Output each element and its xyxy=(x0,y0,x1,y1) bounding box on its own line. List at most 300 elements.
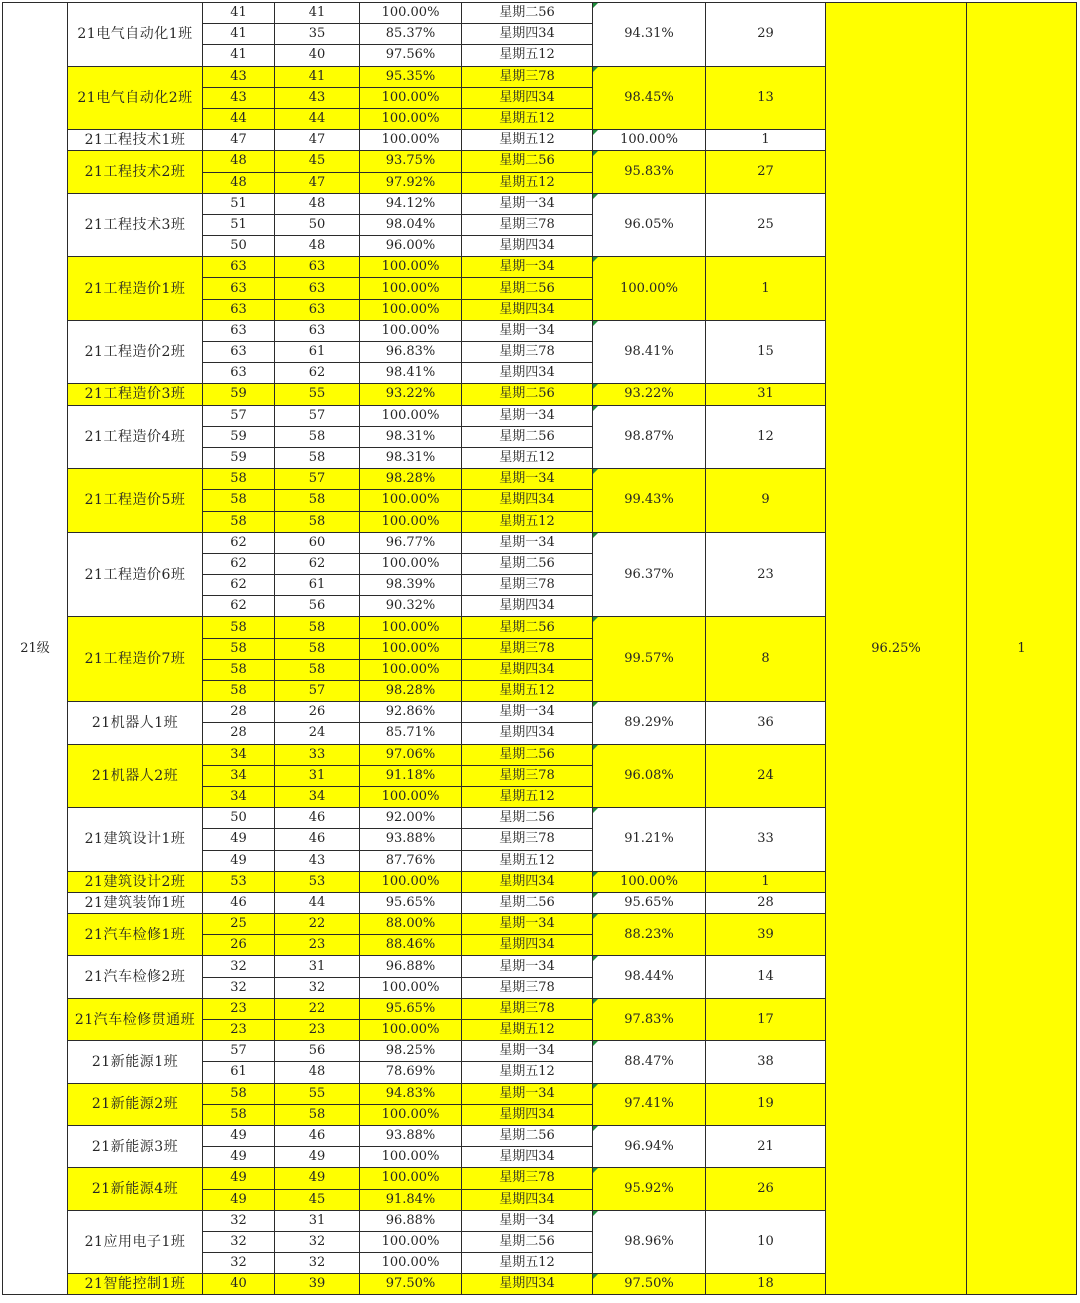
present-count-cell[interactable]: 41 xyxy=(275,66,360,87)
present-count-cell[interactable]: 46 xyxy=(275,1125,360,1146)
class-rank-cell[interactable]: 14 xyxy=(706,956,826,998)
enrolled-count-cell[interactable]: 32 xyxy=(203,956,275,977)
class-rate-cell[interactable]: 95.92% xyxy=(593,1168,706,1210)
check-session-cell[interactable]: 星期四34 xyxy=(462,24,593,45)
enrolled-count-cell[interactable]: 47 xyxy=(203,130,275,151)
attendance-rate-cell[interactable]: 93.75% xyxy=(360,151,462,172)
attendance-rate-cell[interactable]: 98.25% xyxy=(360,1041,462,1062)
enrolled-count-cell[interactable]: 53 xyxy=(203,871,275,892)
check-session-cell[interactable]: 星期二56 xyxy=(462,384,593,405)
attendance-rate-cell[interactable]: 96.83% xyxy=(360,342,462,363)
present-count-cell[interactable]: 35 xyxy=(275,24,360,45)
attendance-rate-cell[interactable]: 91.18% xyxy=(360,765,462,786)
present-count-cell[interactable]: 57 xyxy=(275,405,360,426)
check-session-cell[interactable]: 星期二56 xyxy=(462,808,593,829)
present-count-cell[interactable]: 41 xyxy=(275,3,360,24)
check-session-cell[interactable]: 星期二56 xyxy=(462,553,593,574)
present-count-cell[interactable]: 60 xyxy=(275,532,360,553)
check-session-cell[interactable]: 星期一34 xyxy=(462,914,593,935)
class-name-cell[interactable]: 21机器人1班 xyxy=(68,702,203,744)
enrolled-count-cell[interactable]: 43 xyxy=(203,87,275,108)
check-session-cell[interactable]: 星期二56 xyxy=(462,744,593,765)
attendance-rate-cell[interactable]: 100.00% xyxy=(360,638,462,659)
check-session-cell[interactable]: 星期一34 xyxy=(462,956,593,977)
check-session-cell[interactable]: 星期三78 xyxy=(462,575,593,596)
check-session-cell[interactable]: 星期四34 xyxy=(462,871,593,892)
class-rate-cell[interactable]: 99.57% xyxy=(593,617,706,702)
present-count-cell[interactable]: 63 xyxy=(275,257,360,278)
class-rank-cell[interactable]: 25 xyxy=(706,193,826,257)
attendance-rate-cell[interactable]: 100.00% xyxy=(360,3,462,24)
check-session-cell[interactable]: 星期二56 xyxy=(462,151,593,172)
present-count-cell[interactable]: 39 xyxy=(275,1274,360,1295)
class-rank-cell[interactable]: 1 xyxy=(706,130,826,151)
attendance-rate-cell[interactable]: 92.86% xyxy=(360,702,462,723)
check-session-cell[interactable]: 星期五12 xyxy=(462,45,593,66)
present-count-cell[interactable]: 61 xyxy=(275,342,360,363)
present-count-cell[interactable]: 22 xyxy=(275,998,360,1019)
check-session-cell[interactable]: 星期一34 xyxy=(462,1041,593,1062)
attendance-rate-cell[interactable]: 95.65% xyxy=(360,892,462,913)
enrolled-count-cell[interactable]: 58 xyxy=(203,1083,275,1104)
enrolled-count-cell[interactable]: 49 xyxy=(203,829,275,850)
enrolled-count-cell[interactable]: 32 xyxy=(203,1210,275,1231)
enrolled-count-cell[interactable]: 25 xyxy=(203,914,275,935)
class-name-cell[interactable]: 21工程造价4班 xyxy=(68,405,203,469)
check-session-cell[interactable]: 星期五12 xyxy=(462,1020,593,1041)
enrolled-count-cell[interactable]: 49 xyxy=(203,1168,275,1189)
present-count-cell[interactable]: 24 xyxy=(275,723,360,744)
present-count-cell[interactable]: 48 xyxy=(275,193,360,214)
enrolled-count-cell[interactable]: 41 xyxy=(203,45,275,66)
class-name-cell[interactable]: 21工程造价7班 xyxy=(68,617,203,702)
enrolled-count-cell[interactable]: 63 xyxy=(203,320,275,341)
present-count-cell[interactable]: 32 xyxy=(275,977,360,998)
present-count-cell[interactable]: 48 xyxy=(275,1062,360,1083)
attendance-rate-cell[interactable]: 100.00% xyxy=(360,659,462,680)
class-name-cell[interactable]: 21新能源3班 xyxy=(68,1125,203,1167)
attendance-rate-cell[interactable]: 92.00% xyxy=(360,808,462,829)
class-rank-cell[interactable]: 9 xyxy=(706,469,826,533)
class-rate-cell[interactable]: 93.22% xyxy=(593,384,706,405)
class-name-cell[interactable]: 21工程造价3班 xyxy=(68,384,203,405)
class-rank-cell[interactable]: 21 xyxy=(706,1125,826,1167)
present-count-cell[interactable]: 55 xyxy=(275,384,360,405)
present-count-cell[interactable]: 57 xyxy=(275,681,360,702)
present-count-cell[interactable]: 44 xyxy=(275,108,360,129)
enrolled-count-cell[interactable]: 32 xyxy=(203,1231,275,1252)
enrolled-count-cell[interactable]: 44 xyxy=(203,108,275,129)
present-count-cell[interactable]: 56 xyxy=(275,1041,360,1062)
class-rate-cell[interactable]: 96.94% xyxy=(593,1125,706,1167)
class-rank-cell[interactable]: 27 xyxy=(706,151,826,193)
enrolled-count-cell[interactable]: 41 xyxy=(203,24,275,45)
present-count-cell[interactable]: 58 xyxy=(275,490,360,511)
attendance-rate-cell[interactable]: 100.00% xyxy=(360,257,462,278)
enrolled-count-cell[interactable]: 59 xyxy=(203,447,275,468)
enrolled-count-cell[interactable]: 63 xyxy=(203,278,275,299)
check-session-cell[interactable]: 星期一34 xyxy=(462,257,593,278)
class-rate-cell[interactable]: 88.23% xyxy=(593,914,706,956)
enrolled-count-cell[interactable]: 26 xyxy=(203,935,275,956)
class-rank-cell[interactable]: 12 xyxy=(706,405,826,469)
enrolled-count-cell[interactable]: 41 xyxy=(203,3,275,24)
attendance-rate-cell[interactable]: 97.06% xyxy=(360,744,462,765)
class-name-cell[interactable]: 21汽车检修贯通班 xyxy=(68,998,203,1040)
class-name-cell[interactable]: 21新能源2班 xyxy=(68,1083,203,1125)
class-rank-cell[interactable]: 39 xyxy=(706,914,826,956)
enrolled-count-cell[interactable]: 28 xyxy=(203,723,275,744)
attendance-rate-cell[interactable]: 87.76% xyxy=(360,850,462,871)
attendance-rate-cell[interactable]: 94.12% xyxy=(360,193,462,214)
present-count-cell[interactable]: 58 xyxy=(275,511,360,532)
present-count-cell[interactable]: 22 xyxy=(275,914,360,935)
check-session-cell[interactable]: 星期一34 xyxy=(462,320,593,341)
present-count-cell[interactable]: 61 xyxy=(275,575,360,596)
enrolled-count-cell[interactable]: 58 xyxy=(203,511,275,532)
check-session-cell[interactable]: 星期五12 xyxy=(462,1253,593,1274)
check-session-cell[interactable]: 星期四34 xyxy=(462,490,593,511)
class-name-cell[interactable]: 21电气自动化1班 xyxy=(68,3,203,67)
check-session-cell[interactable]: 星期三78 xyxy=(462,638,593,659)
attendance-rate-cell[interactable]: 93.22% xyxy=(360,384,462,405)
check-session-cell[interactable]: 星期四34 xyxy=(462,299,593,320)
grade-overall-rank-cell[interactable]: 1 xyxy=(967,3,1077,1295)
present-count-cell[interactable]: 44 xyxy=(275,892,360,913)
enrolled-count-cell[interactable]: 58 xyxy=(203,490,275,511)
present-count-cell[interactable]: 32 xyxy=(275,1253,360,1274)
attendance-rate-cell[interactable]: 97.92% xyxy=(360,172,462,193)
attendance-rate-cell[interactable]: 100.00% xyxy=(360,87,462,108)
attendance-rate-cell[interactable]: 100.00% xyxy=(360,511,462,532)
attendance-rate-cell[interactable]: 100.00% xyxy=(360,1147,462,1168)
enrolled-count-cell[interactable]: 63 xyxy=(203,342,275,363)
attendance-rate-cell[interactable]: 95.65% xyxy=(360,998,462,1019)
enrolled-count-cell[interactable]: 58 xyxy=(203,659,275,680)
class-name-cell[interactable]: 21工程技术2班 xyxy=(68,151,203,193)
class-rate-cell[interactable]: 98.41% xyxy=(593,320,706,384)
check-session-cell[interactable]: 星期二56 xyxy=(462,1125,593,1146)
check-session-cell[interactable]: 星期五12 xyxy=(462,447,593,468)
attendance-rate-cell[interactable]: 85.71% xyxy=(360,723,462,744)
check-session-cell[interactable]: 星期一34 xyxy=(462,702,593,723)
enrolled-count-cell[interactable]: 58 xyxy=(203,469,275,490)
attendance-rate-cell[interactable]: 100.00% xyxy=(360,786,462,807)
enrolled-count-cell[interactable]: 62 xyxy=(203,575,275,596)
check-session-cell[interactable]: 星期二56 xyxy=(462,1231,593,1252)
enrolled-count-cell[interactable]: 62 xyxy=(203,532,275,553)
present-count-cell[interactable]: 43 xyxy=(275,850,360,871)
enrolled-count-cell[interactable]: 49 xyxy=(203,1125,275,1146)
class-name-cell[interactable]: 21应用电子1班 xyxy=(68,1210,203,1274)
class-rank-cell[interactable]: 1 xyxy=(706,257,826,321)
class-rate-cell[interactable]: 98.45% xyxy=(593,66,706,130)
check-session-cell[interactable]: 星期四34 xyxy=(462,723,593,744)
attendance-rate-cell[interactable]: 100.00% xyxy=(360,553,462,574)
attendance-rate-cell[interactable]: 98.31% xyxy=(360,447,462,468)
class-name-cell[interactable]: 21工程造价1班 xyxy=(68,257,203,321)
check-session-cell[interactable]: 星期一34 xyxy=(462,1083,593,1104)
attendance-rate-cell[interactable]: 98.31% xyxy=(360,426,462,447)
check-session-cell[interactable]: 星期四34 xyxy=(462,596,593,617)
attendance-rate-cell[interactable]: 100.00% xyxy=(360,320,462,341)
present-count-cell[interactable]: 63 xyxy=(275,299,360,320)
enrolled-count-cell[interactable]: 49 xyxy=(203,850,275,871)
check-session-cell[interactable]: 星期四34 xyxy=(462,1104,593,1125)
class-rank-cell[interactable]: 17 xyxy=(706,998,826,1040)
present-count-cell[interactable]: 58 xyxy=(275,617,360,638)
present-count-cell[interactable]: 33 xyxy=(275,744,360,765)
present-count-cell[interactable]: 50 xyxy=(275,214,360,235)
class-rank-cell[interactable]: 1 xyxy=(706,871,826,892)
enrolled-count-cell[interactable]: 51 xyxy=(203,214,275,235)
check-session-cell[interactable]: 星期五12 xyxy=(462,511,593,532)
class-name-cell[interactable]: 21新能源4班 xyxy=(68,1168,203,1210)
check-session-cell[interactable]: 星期三78 xyxy=(462,66,593,87)
attendance-rate-cell[interactable]: 100.00% xyxy=(360,490,462,511)
present-count-cell[interactable]: 34 xyxy=(275,786,360,807)
class-name-cell[interactable]: 21工程技术1班 xyxy=(68,130,203,151)
class-rank-cell[interactable]: 36 xyxy=(706,702,826,744)
enrolled-count-cell[interactable]: 34 xyxy=(203,744,275,765)
enrolled-count-cell[interactable]: 50 xyxy=(203,236,275,257)
class-rank-cell[interactable]: 26 xyxy=(706,1168,826,1210)
class-rate-cell[interactable]: 88.47% xyxy=(593,1041,706,1083)
attendance-rate-cell[interactable]: 96.88% xyxy=(360,1210,462,1231)
attendance-rate-cell[interactable]: 100.00% xyxy=(360,1020,462,1041)
enrolled-count-cell[interactable]: 63 xyxy=(203,363,275,384)
attendance-rate-cell[interactable]: 98.41% xyxy=(360,363,462,384)
check-session-cell[interactable]: 星期三78 xyxy=(462,829,593,850)
class-rate-cell[interactable]: 91.21% xyxy=(593,808,706,872)
check-session-cell[interactable]: 星期五12 xyxy=(462,1062,593,1083)
attendance-rate-cell[interactable]: 78.69% xyxy=(360,1062,462,1083)
attendance-rate-cell[interactable]: 85.37% xyxy=(360,24,462,45)
check-session-cell[interactable]: 星期一34 xyxy=(462,405,593,426)
class-rate-cell[interactable]: 98.96% xyxy=(593,1210,706,1274)
present-count-cell[interactable]: 31 xyxy=(275,956,360,977)
present-count-cell[interactable]: 46 xyxy=(275,808,360,829)
enrolled-count-cell[interactable]: 58 xyxy=(203,638,275,659)
enrolled-count-cell[interactable]: 58 xyxy=(203,617,275,638)
check-session-cell[interactable]: 星期三78 xyxy=(462,1168,593,1189)
enrolled-count-cell[interactable]: 48 xyxy=(203,172,275,193)
class-rate-cell[interactable]: 97.83% xyxy=(593,998,706,1040)
attendance-rate-cell[interactable]: 100.00% xyxy=(360,1104,462,1125)
check-session-cell[interactable]: 星期五12 xyxy=(462,172,593,193)
attendance-rate-cell[interactable]: 90.32% xyxy=(360,596,462,617)
attendance-rate-cell[interactable]: 100.00% xyxy=(360,871,462,892)
check-session-cell[interactable]: 星期五12 xyxy=(462,850,593,871)
enrolled-count-cell[interactable]: 23 xyxy=(203,1020,275,1041)
present-count-cell[interactable]: 58 xyxy=(275,426,360,447)
enrolled-count-cell[interactable]: 23 xyxy=(203,998,275,1019)
attendance-rate-cell[interactable]: 97.56% xyxy=(360,45,462,66)
enrolled-count-cell[interactable]: 32 xyxy=(203,1253,275,1274)
class-rank-cell[interactable]: 18 xyxy=(706,1274,826,1295)
check-session-cell[interactable]: 星期三78 xyxy=(462,977,593,998)
class-rate-cell[interactable]: 95.65% xyxy=(593,892,706,913)
enrolled-count-cell[interactable]: 57 xyxy=(203,1041,275,1062)
enrolled-count-cell[interactable]: 49 xyxy=(203,1189,275,1210)
check-session-cell[interactable]: 星期三78 xyxy=(462,998,593,1019)
class-name-cell[interactable]: 21机器人2班 xyxy=(68,744,203,808)
check-session-cell[interactable]: 星期二56 xyxy=(462,892,593,913)
present-count-cell[interactable]: 31 xyxy=(275,765,360,786)
enrolled-count-cell[interactable]: 34 xyxy=(203,765,275,786)
check-session-cell[interactable]: 星期五12 xyxy=(462,130,593,151)
class-rank-cell[interactable]: 19 xyxy=(706,1083,826,1125)
enrolled-count-cell[interactable]: 28 xyxy=(203,702,275,723)
check-session-cell[interactable]: 星期四34 xyxy=(462,659,593,680)
attendance-rate-cell[interactable]: 100.00% xyxy=(360,977,462,998)
class-rate-cell[interactable]: 96.08% xyxy=(593,744,706,808)
enrolled-count-cell[interactable]: 58 xyxy=(203,1104,275,1125)
class-rank-cell[interactable]: 15 xyxy=(706,320,826,384)
present-count-cell[interactable]: 49 xyxy=(275,1147,360,1168)
class-name-cell[interactable]: 21汽车检修1班 xyxy=(68,914,203,956)
attendance-rate-cell[interactable]: 93.88% xyxy=(360,1125,462,1146)
enrolled-count-cell[interactable]: 62 xyxy=(203,553,275,574)
class-name-cell[interactable]: 21新能源1班 xyxy=(68,1041,203,1083)
attendance-rate-cell[interactable]: 88.00% xyxy=(360,914,462,935)
check-session-cell[interactable]: 星期一34 xyxy=(462,469,593,490)
present-count-cell[interactable]: 63 xyxy=(275,278,360,299)
attendance-rate-cell[interactable]: 100.00% xyxy=(360,405,462,426)
check-session-cell[interactable]: 星期二56 xyxy=(462,3,593,24)
present-count-cell[interactable]: 45 xyxy=(275,1189,360,1210)
present-count-cell[interactable]: 56 xyxy=(275,596,360,617)
class-rate-cell[interactable]: 100.00% xyxy=(593,257,706,321)
attendance-rate-cell[interactable]: 94.83% xyxy=(360,1083,462,1104)
present-count-cell[interactable]: 43 xyxy=(275,87,360,108)
check-session-cell[interactable]: 星期一34 xyxy=(462,193,593,214)
enrolled-count-cell[interactable]: 32 xyxy=(203,977,275,998)
class-rank-cell[interactable]: 31 xyxy=(706,384,826,405)
grade-overall-rate-cell[interactable]: 96.25% xyxy=(826,3,967,1295)
class-rank-cell[interactable]: 13 xyxy=(706,66,826,130)
class-rate-cell[interactable]: 94.31% xyxy=(593,3,706,67)
check-session-cell[interactable]: 星期二56 xyxy=(462,617,593,638)
attendance-rate-cell[interactable]: 95.35% xyxy=(360,66,462,87)
check-session-cell[interactable]: 星期一34 xyxy=(462,1210,593,1231)
attendance-rate-cell[interactable]: 100.00% xyxy=(360,1253,462,1274)
present-count-cell[interactable]: 45 xyxy=(275,151,360,172)
enrolled-count-cell[interactable]: 51 xyxy=(203,193,275,214)
check-session-cell[interactable]: 星期四34 xyxy=(462,935,593,956)
class-name-cell[interactable]: 21工程技术3班 xyxy=(68,193,203,257)
present-count-cell[interactable]: 62 xyxy=(275,553,360,574)
class-rate-cell[interactable]: 97.50% xyxy=(593,1274,706,1295)
check-session-cell[interactable]: 星期二56 xyxy=(462,426,593,447)
class-name-cell[interactable]: 21智能控制1班 xyxy=(68,1274,203,1295)
present-count-cell[interactable]: 47 xyxy=(275,130,360,151)
attendance-rate-cell[interactable]: 96.88% xyxy=(360,956,462,977)
present-count-cell[interactable]: 57 xyxy=(275,469,360,490)
present-count-cell[interactable]: 31 xyxy=(275,1210,360,1231)
attendance-rate-cell[interactable]: 88.46% xyxy=(360,935,462,956)
class-rank-cell[interactable]: 24 xyxy=(706,744,826,808)
enrolled-count-cell[interactable]: 46 xyxy=(203,892,275,913)
attendance-rate-cell[interactable]: 100.00% xyxy=(360,299,462,320)
check-session-cell[interactable]: 星期四34 xyxy=(462,87,593,108)
check-session-cell[interactable]: 星期二56 xyxy=(462,278,593,299)
class-rate-cell[interactable]: 98.87% xyxy=(593,405,706,469)
present-count-cell[interactable]: 58 xyxy=(275,638,360,659)
class-rate-cell[interactable]: 96.37% xyxy=(593,532,706,617)
class-rank-cell[interactable]: 38 xyxy=(706,1041,826,1083)
check-session-cell[interactable]: 星期五12 xyxy=(462,681,593,702)
attendance-rate-cell[interactable]: 100.00% xyxy=(360,278,462,299)
present-count-cell[interactable]: 26 xyxy=(275,702,360,723)
class-name-cell[interactable]: 21建筑装饰1班 xyxy=(68,892,203,913)
present-count-cell[interactable]: 40 xyxy=(275,45,360,66)
attendance-rate-cell[interactable]: 100.00% xyxy=(360,130,462,151)
present-count-cell[interactable]: 49 xyxy=(275,1168,360,1189)
class-rate-cell[interactable]: 89.29% xyxy=(593,702,706,744)
class-rate-cell[interactable]: 95.83% xyxy=(593,151,706,193)
present-count-cell[interactable]: 53 xyxy=(275,871,360,892)
class-rate-cell[interactable]: 99.43% xyxy=(593,469,706,533)
class-rate-cell[interactable]: 96.05% xyxy=(593,193,706,257)
present-count-cell[interactable]: 58 xyxy=(275,447,360,468)
present-count-cell[interactable]: 32 xyxy=(275,1231,360,1252)
enrolled-count-cell[interactable]: 34 xyxy=(203,786,275,807)
class-name-cell[interactable]: 21电气自动化2班 xyxy=(68,66,203,130)
enrolled-count-cell[interactable]: 50 xyxy=(203,808,275,829)
enrolled-count-cell[interactable]: 57 xyxy=(203,405,275,426)
class-rank-cell[interactable]: 28 xyxy=(706,892,826,913)
class-rate-cell[interactable]: 100.00% xyxy=(593,871,706,892)
attendance-rate-cell[interactable]: 96.00% xyxy=(360,236,462,257)
check-session-cell[interactable]: 星期四34 xyxy=(462,236,593,257)
enrolled-count-cell[interactable]: 63 xyxy=(203,299,275,320)
enrolled-count-cell[interactable]: 48 xyxy=(203,151,275,172)
present-count-cell[interactable]: 47 xyxy=(275,172,360,193)
check-session-cell[interactable]: 星期一34 xyxy=(462,532,593,553)
present-count-cell[interactable]: 58 xyxy=(275,659,360,680)
enrolled-count-cell[interactable]: 40 xyxy=(203,1274,275,1295)
attendance-rate-cell[interactable]: 100.00% xyxy=(360,617,462,638)
enrolled-count-cell[interactable]: 62 xyxy=(203,596,275,617)
check-session-cell[interactable]: 星期五12 xyxy=(462,108,593,129)
attendance-rate-cell[interactable]: 100.00% xyxy=(360,1231,462,1252)
class-name-cell[interactable]: 21建筑设计2班 xyxy=(68,871,203,892)
attendance-rate-cell[interactable]: 98.04% xyxy=(360,214,462,235)
class-rank-cell[interactable]: 23 xyxy=(706,532,826,617)
class-rate-cell[interactable]: 97.41% xyxy=(593,1083,706,1125)
present-count-cell[interactable]: 55 xyxy=(275,1083,360,1104)
class-rank-cell[interactable]: 10 xyxy=(706,1210,826,1274)
attendance-rate-cell[interactable]: 91.84% xyxy=(360,1189,462,1210)
present-count-cell[interactable]: 48 xyxy=(275,236,360,257)
enrolled-count-cell[interactable]: 59 xyxy=(203,384,275,405)
attendance-rate-cell[interactable]: 96.77% xyxy=(360,532,462,553)
check-session-cell[interactable]: 星期四34 xyxy=(462,1274,593,1295)
enrolled-count-cell[interactable]: 63 xyxy=(203,257,275,278)
attendance-rate-cell[interactable]: 98.28% xyxy=(360,681,462,702)
check-session-cell[interactable]: 星期四34 xyxy=(462,363,593,384)
attendance-rate-cell[interactable]: 98.39% xyxy=(360,575,462,596)
class-name-cell[interactable]: 21工程造价2班 xyxy=(68,320,203,384)
enrolled-count-cell[interactable]: 49 xyxy=(203,1147,275,1168)
present-count-cell[interactable]: 46 xyxy=(275,829,360,850)
class-name-cell[interactable]: 21汽车检修2班 xyxy=(68,956,203,998)
check-session-cell[interactable]: 星期三78 xyxy=(462,765,593,786)
grade-cell[interactable]: 21级 xyxy=(3,3,68,1295)
attendance-rate-cell[interactable]: 100.00% xyxy=(360,108,462,129)
present-count-cell[interactable]: 58 xyxy=(275,1104,360,1125)
